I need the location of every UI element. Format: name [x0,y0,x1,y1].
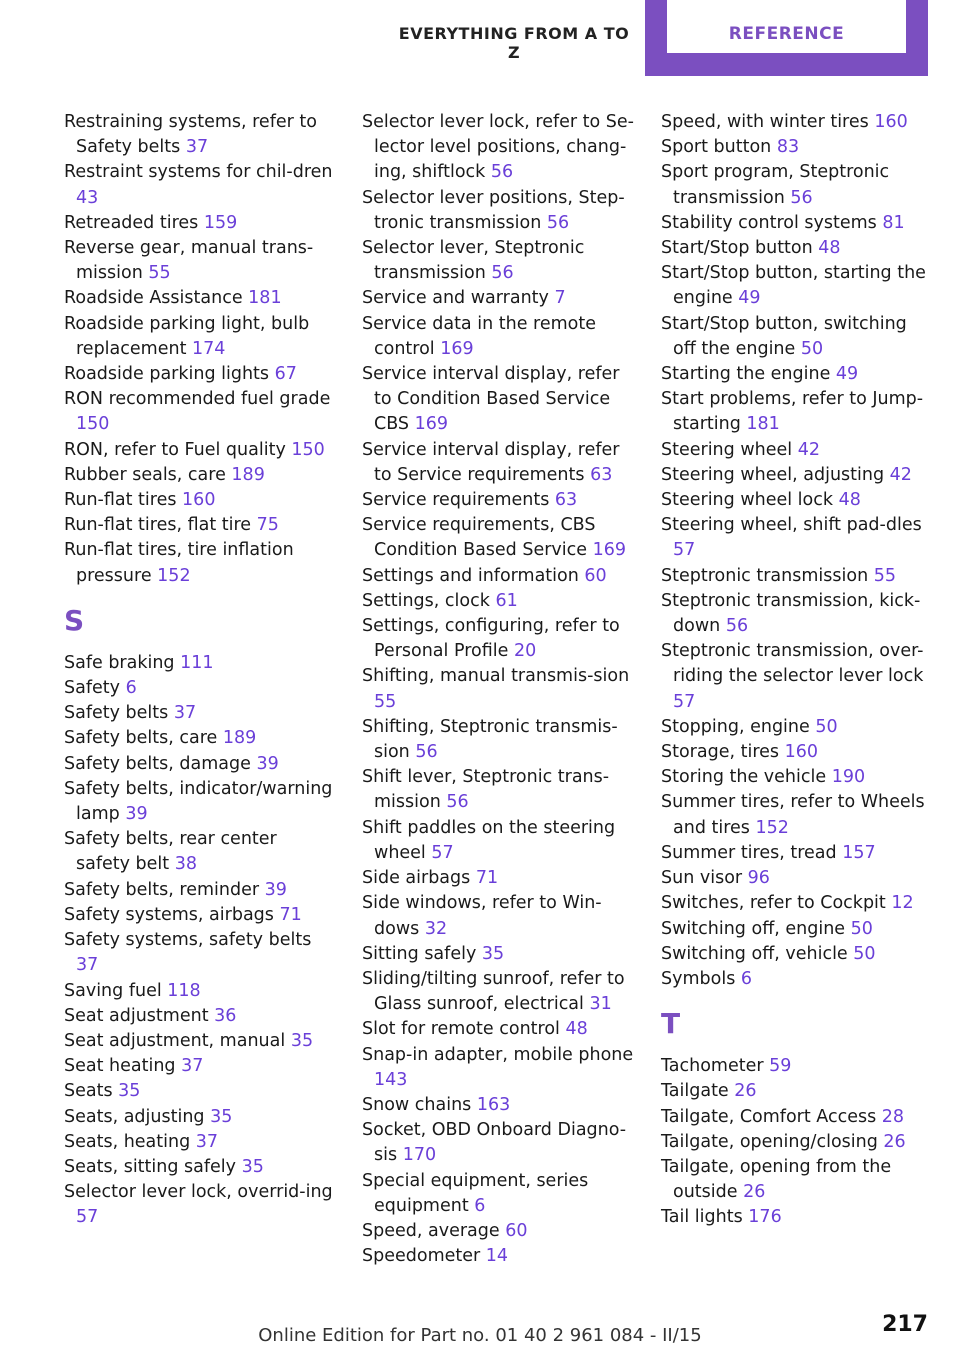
page-reference-link[interactable]: 31 [589,994,612,1015]
page-reference-link[interactable]: 57 [431,842,454,863]
index-entry-text: Start/Stop button, starting the engine [661,263,926,309]
index-entry-text: Switching off, vehicle [661,943,848,964]
page-reference-link[interactable]: 37 [173,703,197,724]
index-entry [661,891,933,916]
index-entry-text: Tail lights [661,1207,743,1228]
index-entry-text: Speed, with winter tires [661,112,869,132]
index-entry-text: Rubber seals, care [64,464,226,485]
index-entry-text: Tailgate, opening from the outside [661,1156,892,1203]
index-entry-text: Steering wheel [661,439,793,460]
page-reference-link[interactable]: 39 [264,879,287,900]
page-reference-link[interactable]: 160 [874,112,908,132]
index-entry [362,589,634,614]
index-entry [362,614,634,664]
index-entry-text: Restraint systems for chil-dren [64,162,333,183]
page-reference-link[interactable]: 176 [748,1207,782,1228]
index-entry-text: Steptronic transmission [661,565,869,586]
index-entry [661,639,933,715]
index-entry-text: Restraining systems, refer to Safety belts [64,112,317,158]
page-reference-link[interactable]: 14 [485,1246,509,1267]
index-entry-text: Steptronic transmission, kick-down [661,590,921,637]
index-entry [362,236,634,286]
index-entry-text: Start problems, refer to Jump-starting [661,389,924,435]
index-entry-text: Safety belts, damage [64,753,251,774]
index-entry [661,387,933,437]
index-entry [362,362,634,438]
index-entry-text: Shifting, manual transmis-sion [362,666,630,687]
index-entry-text: Slot for remote control [362,1019,560,1040]
index-entry-text: Service and warranty [362,288,549,309]
index-entry [661,866,933,891]
index-entry-text: Steptronic transmission, over-riding the selector lever lock [661,641,924,687]
reference-tab-panel [667,0,906,53]
index-entry [661,1155,933,1205]
index-entry [362,1219,634,1244]
index-entry [64,513,336,538]
index-entry-text: Safety belts [64,703,169,724]
page-reference-link[interactable]: 26 [734,1081,757,1102]
index-entry-text: Summer tires, tread [661,842,837,863]
index-entry [661,765,933,790]
page-reference-link[interactable]: 189 [222,728,257,749]
page-reference-link[interactable]: 50 [850,918,873,939]
index-entry [64,726,336,751]
page-reference-link[interactable]: 50 [853,943,876,964]
index-entry [64,1155,336,1180]
index-entry [661,110,933,135]
index-entry [64,928,336,978]
index-entry [64,651,336,676]
index-entry-text: Safety systems, safety belts [64,930,312,951]
page-reference-link[interactable]: 169 [414,414,449,435]
index-entry [661,488,933,513]
page-reference-link[interactable]: 42 [889,464,912,485]
index-entry [64,777,336,827]
page-reference-link[interactable]: 190 [831,767,866,788]
index-entry [64,110,336,160]
index-entry-text: Safety belts, rear center safety belt [64,829,277,875]
reference-tab-label: REFERENCE [728,24,845,44]
page-reference-link[interactable]: 35 [481,943,505,964]
index-entry [64,1079,336,1104]
page-reference-link[interactable]: 57 [76,1207,99,1228]
page-reference-link[interactable]: 56 [490,162,514,183]
index-entry-text: Seats, sitting safely [64,1156,237,1177]
page-reference-link[interactable]: 26 [743,1182,766,1203]
page-reference-link[interactable]: 35 [210,1106,233,1127]
page-reference-link[interactable]: 61 [495,590,518,611]
index-entry-text: Safety belts, reminder [64,879,260,900]
page-reference-link[interactable]: 38 [174,854,198,875]
index-entry [661,463,933,488]
index-entry [661,236,933,261]
page-reference-link[interactable]: 48 [565,1019,588,1040]
index-entry-text: Summer tires, refer to Wheels and tires [661,792,925,838]
page-reference-link[interactable]: 50 [800,338,824,359]
index-entry-text: Roadside Assistance [64,288,243,309]
index-entry-text: Retreaded tires [64,212,199,233]
index-entry-text: Sliding/tilting sunroof, refer to Glass sunroof, electrical [362,968,625,1015]
index-column-1 [64,110,336,1231]
index-entry-text: RON, refer to Fuel quality [64,439,286,460]
index-entry-text: Shifting, Steptronic transmis-sion [362,716,618,763]
index-column-2 [362,110,634,1269]
index-entry-text: Safe braking [64,652,175,673]
index-entry [362,564,634,589]
index-entry [661,160,933,210]
index-entry-text: Run-flat tires, flat tire [64,515,252,536]
index-entry-text: Symbols [661,968,736,989]
index-entry [362,1244,634,1269]
index-entry [362,186,634,236]
index-entry [64,979,336,1004]
index-entry [661,589,933,639]
index-entry [64,538,336,588]
reference-tab[interactable] [645,0,928,76]
index-entry-text: Safety systems, airbags [64,904,274,925]
index-entry-text: Shift lever, Steptronic trans-mission [362,767,610,813]
index-entry-text: Snap-in adapter, mobile phone [362,1044,634,1065]
page-reference-link[interactable]: 60 [505,1220,528,1241]
page-reference-link[interactable]: 35 [290,1030,314,1051]
index-entry-text: Service interval display, refer to Condition Based Service CBS [362,364,620,435]
index-entry-text: Seats, adjusting [64,1106,205,1127]
index-letter-heading: T [661,1007,681,1041]
page-reference-link[interactable]: 181 [746,414,780,435]
index-entry [64,1130,336,1155]
index-entry [64,827,336,877]
index-entry-text: Switches, refer to Cockpit [661,893,886,914]
index-entry-text: Selector lever lock, refer to Se-lector level positions, chang-ing, shiftlock [362,112,634,183]
index-entry [64,1004,336,1029]
page-reference-link[interactable]: 60 [584,565,607,586]
index-entry [362,1017,634,1042]
index-entry-text: Seats [64,1081,113,1102]
page-reference-link[interactable]: 169 [592,540,627,561]
page-reference-link[interactable]: 49 [738,288,761,309]
page-reference-link[interactable]: 152 [755,817,789,838]
index-entry-text: Selector lever positions, Step-tronic transmission [362,187,625,233]
page-reference-link[interactable]: 160 [182,490,216,511]
index-entry-text: Tailgate, opening/closing [661,1131,878,1152]
index-entry-text: Safety belts, indicator/warning lamp [64,778,333,825]
page-reference-link[interactable]: 37 [181,1056,204,1077]
index-entry [362,1093,634,1118]
page-reference-link[interactable]: 39 [125,804,148,825]
page-reference-link[interactable]: 59 [769,1056,792,1077]
index-entry [64,878,336,903]
index-entry-text: Service interval display, refer to Service requirements [362,439,620,485]
index-entry [362,1118,634,1168]
index-entry [661,841,933,866]
page-reference-link[interactable]: 56 [491,263,514,284]
index-entry [661,740,933,765]
index-entry-text: Selector lever, Steptronic transmission [362,238,585,284]
page-reference-link[interactable]: 50 [815,716,838,737]
index-entry-text: RON recommended fuel grade [64,389,331,410]
index-entry-text: Seat adjustment [64,1005,209,1026]
page-reference-link[interactable]: 36 [214,1005,237,1026]
page-reference-link[interactable]: 150 [76,414,110,435]
page-reference-link[interactable]: 37 [185,137,209,158]
index-entry [362,891,634,941]
index-entry-text: Steering wheel, shift pad-dles [661,515,922,536]
index-entry [661,942,933,967]
page-reference-link[interactable]: 96 [747,868,770,889]
index-entry [362,513,634,563]
page-reference-link[interactable]: 35 [241,1156,264,1177]
index-entry [64,463,336,488]
page-number: 217 [882,1312,928,1337]
page-reference-link[interactable]: 6 [125,678,137,699]
index-entry-text: Starting the engine [661,364,831,385]
index-entry [661,790,933,840]
index-entry-text: Storage, tires [661,742,780,763]
index-entry [661,1130,933,1155]
index-entry [661,967,933,992]
page-reference-link[interactable]: 20 [513,641,537,662]
index-entry-text: Speed, average [362,1220,500,1241]
index-entry [362,967,634,1017]
page-reference-link[interactable]: 157 [842,842,876,863]
index-entry [64,211,336,236]
index-entry-text: Seats, heating [64,1131,191,1152]
page-reference-link[interactable]: 111 [180,652,214,673]
index-entry [362,816,634,866]
section-title: EVERYTHING FROM A TO Z [398,24,630,62]
index-entry [661,438,933,463]
page-reference-link[interactable]: 174 [192,338,226,359]
index-entry [362,715,634,765]
page-reference-link[interactable]: 55 [873,565,897,586]
index-letter-heading: S [64,603,85,637]
index-entry [362,488,634,513]
index-entry-text: Roadside parking light, bulb replacement [64,313,310,359]
index-entry-text: Safety belts, care [64,728,218,749]
index-entry-text: Settings and information [362,565,579,586]
page-reference-link[interactable]: 56 [415,742,438,763]
page-reference-link[interactable]: 28 [881,1106,905,1127]
index-entry-text: Sun visor [661,868,743,889]
page-reference-link[interactable]: 143 [374,1069,408,1090]
index-entry [64,752,336,777]
page-reference-link[interactable]: 55 [374,691,397,712]
index-entry-text: Roadside parking lights [64,364,270,385]
index-entry-text: Sport button [661,137,772,158]
index-entry-text: Tailgate [661,1081,729,1102]
index-entry-text: Sitting safely [362,943,477,964]
index-entry-text: Run-flat tires, tire inflation pressure [64,540,294,586]
page-reference-link[interactable]: 43 [76,187,99,208]
page-reference-link[interactable]: 170 [402,1145,437,1166]
index-entry [661,1205,933,1230]
index-entry [362,312,634,362]
index-entry [64,438,336,463]
page-reference-link[interactable]: 35 [118,1081,141,1102]
page-reference-link[interactable]: 63 [554,490,578,511]
page-reference-link[interactable]: 189 [231,464,265,485]
index-entry [661,362,933,387]
index-entry-text: Tachometer [661,1056,764,1077]
index-entry [362,866,634,891]
index-entry-text: Special equipment, series equipment [362,1170,589,1216]
page-reference-link[interactable]: 37 [76,955,99,976]
online-edition-note: Online Edition for Part no. 01 40 2 961 084 - II/15 [258,1325,702,1346]
index-entry-text: Saving fuel [64,980,162,1001]
page-reference-link[interactable]: 56 [446,792,469,813]
page-reference-link[interactable]: 56 [546,212,570,233]
index-entry-text: Seat heating [64,1056,176,1077]
index-entry-text: Service requirements, CBS Condition Based Service [362,515,596,561]
index-entry-text: Switching off, engine [661,918,846,939]
page-reference-link[interactable]: 71 [475,868,499,889]
index-entry-text: Stopping, engine [661,716,810,737]
index-entry-text: Steering wheel lock [661,490,834,511]
page-reference-link[interactable]: 6 [474,1195,486,1216]
page-reference-link[interactable]: 150 [291,439,325,460]
page-reference-link[interactable]: 39 [256,753,279,774]
index-entry [661,135,933,160]
page-reference-link[interactable]: 7 [554,288,566,309]
index-entry [362,1169,634,1219]
index-entry [362,664,634,714]
index-entry [661,1105,933,1130]
index-entry-text: Reverse gear, manual trans-mission [64,238,314,284]
index-entry-text: Snow chains [362,1094,472,1115]
index-entry-text: Steering wheel, adjusting [661,464,885,485]
index-entry-text: Speedometer [362,1246,481,1267]
index-entry [661,564,933,589]
index-entry [64,488,336,513]
page-reference-link[interactable]: 152 [157,565,191,586]
index-entry-text: Tailgate, Comfort Access [661,1106,877,1127]
page-reference-link[interactable]: 56 [790,187,813,208]
page-reference-link[interactable]: 6 [740,968,753,989]
index-entry [362,942,634,967]
index-entry [661,513,933,563]
index-entry-text: Shift paddles on the steering wheel [362,817,616,863]
index-entry-text: Settings, configuring, refer to Personal Profile [362,616,620,662]
index-entry [661,261,933,311]
page-reference-link[interactable]: 32 [424,918,448,939]
page-reference-link[interactable]: 118 [167,980,201,1001]
index-entry [661,1079,933,1104]
page-reference-link[interactable]: 26 [883,1131,906,1152]
index-entry [362,1043,634,1093]
page-reference-link[interactable]: 63 [590,464,613,485]
index-entry [362,765,634,815]
index-entry [64,312,336,362]
page-reference-link[interactable]: 55 [148,263,171,284]
page-reference-link[interactable]: 81 [882,212,905,233]
page-reference-link[interactable]: 159 [203,212,238,233]
index-entry [64,1180,336,1230]
page-reference-link[interactable]: 37 [195,1131,219,1152]
index-entry [64,1029,336,1054]
index-entry [661,715,933,740]
index-entry [661,211,933,236]
index-entry [64,236,336,286]
index-entry-text: Settings, clock [362,590,490,611]
index-entry [661,1054,933,1079]
index-entry-text: Service requirements [362,490,550,511]
index-entry [64,362,336,387]
index-entry [661,312,933,362]
index-entry [64,903,336,928]
index-entry-text: Seat adjustment, manual [64,1030,286,1051]
index-entry [64,160,336,210]
index-entry [64,676,336,701]
page-reference-link[interactable]: 48 [838,490,861,511]
page-reference-link[interactable]: 160 [784,742,818,763]
index-entry-text: Service data in the remote control [362,313,596,359]
page-reference-link[interactable]: 169 [440,338,474,359]
page-reference-link[interactable]: 67 [274,364,297,385]
index-entry-text: Selector lever lock, overrid-ing [64,1182,333,1203]
page-reference-link[interactable]: 12 [891,893,914,914]
index-entry-text: Sport program, Steptronic transmission [661,162,890,208]
index-entry-text: Start/Stop button [661,238,813,259]
page-reference-link[interactable]: 48 [818,238,841,259]
index-entry-text: Stability control systems [661,212,877,233]
page-reference-link[interactable]: 56 [725,616,749,637]
page-reference-link[interactable]: 75 [256,515,279,536]
page-reference-link[interactable]: 42 [797,439,820,460]
page-reference-link[interactable]: 57 [673,540,696,561]
index-entry-text: Side airbags [362,868,471,889]
index-entry-text: Run-flat tires [64,490,177,511]
index-entry [64,387,336,437]
index-entry-text: Socket, OBD Onboard Diagno-sis [362,1120,627,1166]
page-reference-link[interactable]: 57 [673,691,696,712]
page-reference-link[interactable]: 163 [476,1094,511,1115]
index-entry-text: Safety [64,678,120,699]
page-reference-link[interactable]: 181 [248,288,282,309]
index-entry [64,701,336,726]
index-entry-text: Storing the vehicle [661,767,827,788]
index-entry [661,917,933,942]
index-entry [64,1105,336,1130]
index-entry [362,438,634,488]
index-column-3 [661,110,933,1231]
page-reference-link[interactable]: 49 [835,364,859,385]
index-entry [64,286,336,311]
index-entry [362,286,634,311]
index-entry-text: Side windows, refer to Win-dows [362,893,602,939]
page-reference-link[interactable]: 71 [279,904,302,925]
index-entry [362,110,634,186]
page-reference-link[interactable]: 83 [776,137,800,158]
index-entry [64,1054,336,1079]
index-entry-text: Start/Stop button, switching off the engine [661,313,907,359]
